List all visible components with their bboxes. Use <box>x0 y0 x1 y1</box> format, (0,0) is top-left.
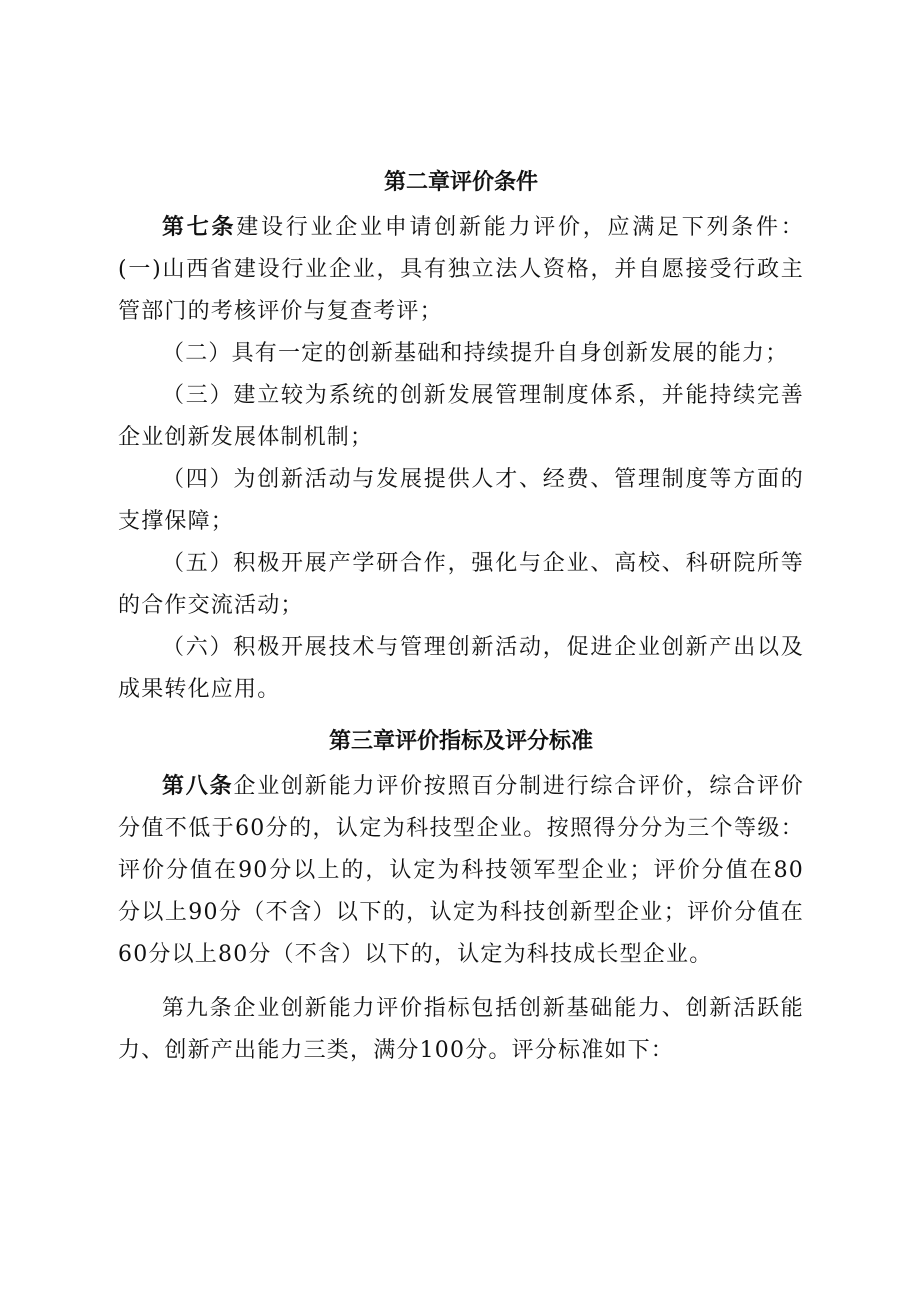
article-9: 第九条企业创新能力评价指标包括创新基础能力、创新活跃能力、创新产出能力三类，满分100分。评分标准如下： <box>118 996 804 1063</box>
chapter-2-title: 第二章评价条件 <box>383 169 538 195</box>
condition-item-6: （六）积极开展技术与管理创新活动，促进企业创新产出以及成果转化应用。 <box>118 635 804 702</box>
article-7-text: 建设行业企业申请创新能力评价，应满足下列条件：(一)山西省建设行业企业，具有独立法人资格，并自愿接受行政主管部门的考核评价与复查考评； <box>118 215 804 324</box>
condition-item-4: （四）为创新活动与发展提供人才、经费、管理制度等方面的支撑保障； <box>118 467 804 534</box>
article-8-text: 企业创新能力评价按照百分制进行综合评价，综合评价分值不低于60分的，认定为科技型企业。按照得分分为三个等级：评价分值在90分以上的，认定为科技领军型企业；评价分值在80分以上90分（不含）以下的，认定为科技创新型企业；评价分值在60分以上80分（不含）以下的，认定为科技成长型企业。 <box>118 774 804 967</box>
article-8 <box>118 765 804 976</box>
condition-item-3: （三）建立较为系统的创新发展管理制度体系，并能持续完善企业创新发展体制机制； <box>118 383 804 450</box>
document-page <box>118 158 804 1072</box>
article-8-label: 第八条 <box>162 773 234 799</box>
article-7 <box>118 206 804 333</box>
chapter-3-title: 第三章评价指标及评分标准 <box>328 728 593 754</box>
condition-item-5: （五）积极开展产学研合作，强化与企业、高校、科研院所等的合作交流活动； <box>118 551 804 618</box>
article-7-label: 第七条 <box>162 214 237 240</box>
condition-item-2: （二）具有一定的创新基础和持续提升自身创新发展的能力； <box>162 341 789 366</box>
